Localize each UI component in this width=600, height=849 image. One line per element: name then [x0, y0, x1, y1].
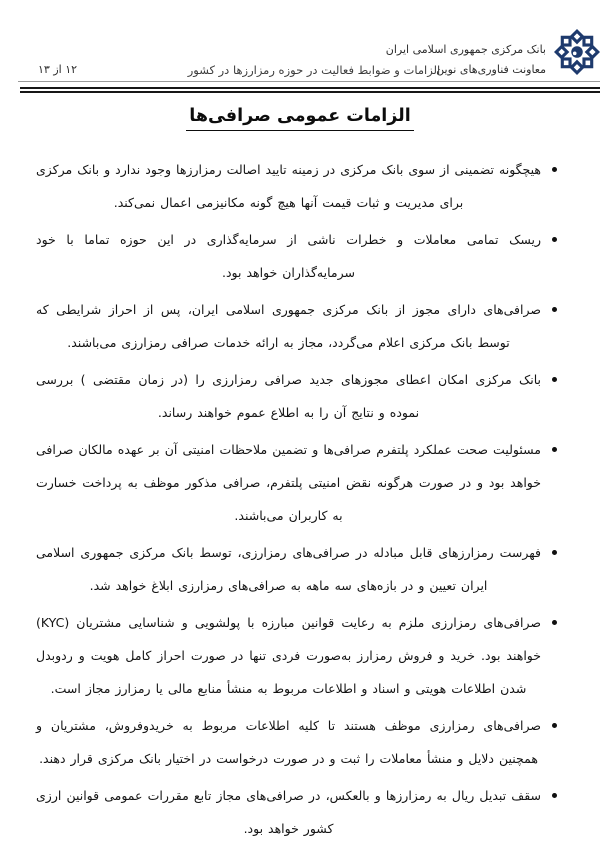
bullet-item: [36, 363, 558, 429]
org-department: معاونت فناوری‌های نوین: [436, 63, 546, 76]
bullet-item: [36, 293, 558, 359]
bullet-icon: [552, 793, 557, 798]
bullet-text: صرافی‌های رمزارزی موظف هستند تا کلیه اطلاعات مربوط به خریدوفروش، مشتریان و همچنین دلایل و منشأ معاملات را ثبت و در صورت درخواست در اختیار بانک مرکزی قرار دهند.: [36, 718, 541, 766]
bullet-text: صرافی‌های دارای مجوز از بانک مرکزی جمهوری اسلامی ایران، پس از احراز شرایطی که توسط بانک مرکزی اعلام می‌گردد، مجاز به ارائه خدمات صرافی رمزارزی می‌باشند.: [36, 302, 541, 350]
org-name: بانک مرکزی جمهوری اسلامی ایران: [385, 43, 546, 56]
document-subject: الزامات و ضوابط فعالیت در حوزه رمزارزها در کشور: [187, 63, 441, 77]
bullet-item: [36, 433, 558, 532]
central-bank-emblem-icon: [554, 25, 600, 79]
bullet-icon: [552, 550, 557, 555]
bullet-text: صرافی‌های رمزارزی ملزم به رعایت قوانین مبارزه با پولشویی و شناسایی مشتریان (KYC) خواهند بود. خرید و فروش رمزارز به‌صورت فردی تنها در صورت احراز کامل هویت و ردوبدل شدن اطلاعات هویتی و اسناد و اطلاعات مربوط به منشأ منابع مالی یا رمزارز مجاز است.: [36, 615, 541, 696]
header-rule-double: [20, 87, 600, 93]
bullet-item: [36, 709, 558, 775]
page-title: الزامات عمومی صرافی‌ها: [186, 106, 414, 131]
bullet-list: [36, 153, 558, 849]
bullet-icon: [552, 307, 557, 312]
bullet-text: بانک مرکزی امکان اعطای مجوزهای جدید صرافی رمزارزی را (در زمان مقتضی ) بررسی نموده و نتایج آن را به اطلاع عموم خواهند رساند.: [36, 372, 541, 420]
page-number: ۱۲ از ۱۳: [38, 63, 78, 76]
title-row: [0, 106, 600, 131]
bullet-text: مسئولیت صحت عملکرد پلتفرم صرافی‌ها و تضمین ملاحظات امنیتی آن بر عهده مالکان صرافی خواهد بود و در صورت هرگونه نقض امنیتی پلتفرم، صرافی مذکور موظف به پرداخت خسارت به کاربران می‌باشند.: [36, 442, 541, 523]
bullet-text: ریسک تمامی معاملات و خطرات ناشی از سرمایه‌گذاری در این حوزه تماما با خود سرمایه‌گذاران خواهد بود.: [36, 232, 541, 280]
bullet-item: [36, 606, 558, 705]
bullet-icon: [552, 447, 557, 452]
bullet-icon: [552, 237, 557, 242]
bullet-item: [36, 779, 558, 845]
bullet-item: [36, 153, 558, 219]
central-bank-logo: [554, 25, 600, 79]
bullet-icon: [552, 377, 557, 382]
bullet-icon: [552, 167, 557, 172]
header-rule-thin: [18, 81, 600, 82]
bullet-icon: [552, 620, 557, 625]
bullet-item: [36, 536, 558, 602]
bullet-icon: [552, 723, 557, 728]
bullet-text: سقف تبدیل ریال به رمزارزها و بالعکس، در صرافی‌های مجاز تابع مقررات عمومی قوانین ارزی کشور خواهد بود.: [36, 788, 541, 836]
bullet-item: [36, 223, 558, 289]
bullet-text: فهرست رمزارزهای قابل مبادله در صرافی‌های رمزارزی، توسط بانک مرکزی جمهوری اسلامی ایران تعیین و در بازه‌های سه ماهه به صرافی‌های رمزارزی ابلاغ خواهد شد.: [36, 545, 541, 593]
bullet-text: هیچگونه تضمینی از سوی بانک مرکزی در زمینه تایید اصالت رمزارزها وجود ندارد و بانک مرکزی برای مدیریت و ثبات قیمت آنها هیچ گونه مکانیزمی اعمال نمی‌کند.: [36, 162, 541, 210]
